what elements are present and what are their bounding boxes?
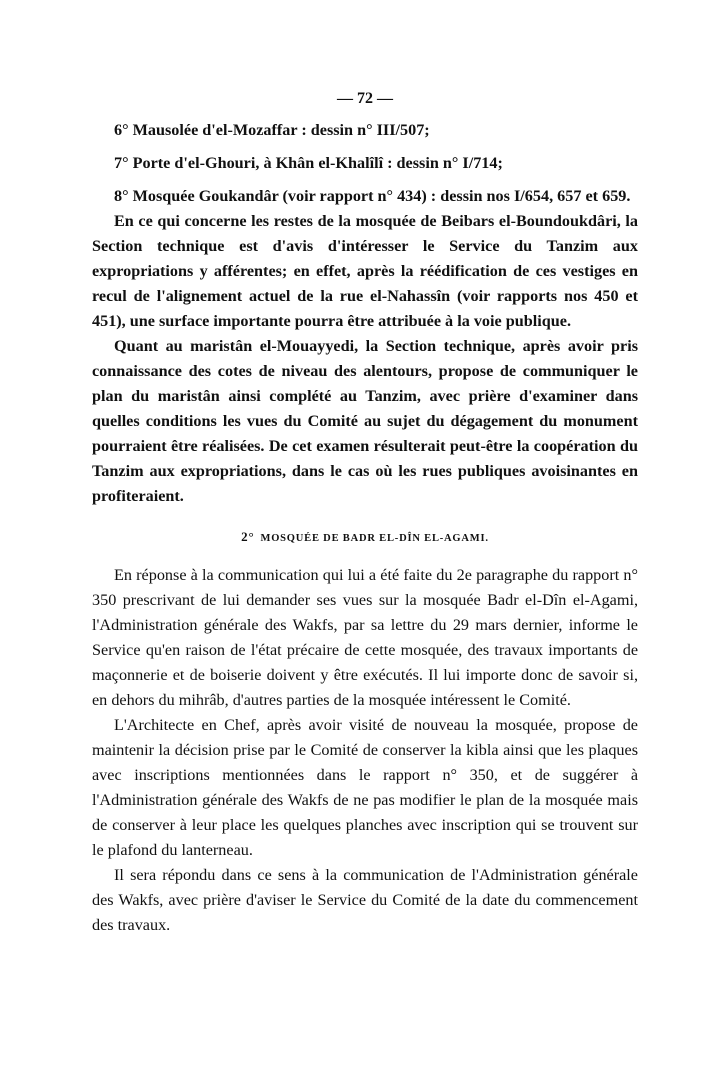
page-number: — 72 —	[337, 90, 393, 107]
section-number: 2°	[241, 529, 255, 544]
paragraph-beibars: En ce qui concerne les restes de la mosquée de Beibars el-Boundoukdâri, la Section technique est d'avis d'intéresser le Service du Tanzim aux expropriations y afférentes; en effet, après la réédification de ces vestiges en recul de l'alignement actuel de la rue el-Nahassîn (voir rapports nos 450 et 451), une surface importante pourra être attribuée à la voie publique.	[92, 212, 638, 330]
section-title: MOSQUÉE DE BADR EL-DÎN EL-AGAMI.	[260, 533, 489, 544]
paragraph-conclusion: Il sera répondu dans ce sens à la communication de l'Administration générale des Wakfs, avec prière d'aviser le Service du Comité de la date du commencement des travaux.	[92, 866, 638, 934]
paragraph-reponse: En réponse à la communication qui lui a été faite du 2e paragraphe du rapport n° 350 prescrivant de lui demander ses vues sur la mosquée Badr el-Dîn el-Agami, l'Administration générale des Wakfs, par sa lettre du 29 mars dernier, informe le Service qu'en raison de l'état précaire de cette mosquée, des travaux importants de maçonnerie et de boiserie doivent y être exécutés. Il lui importe donc de savoir si, en dehors du mihrâb, d'autres parties de la mosquée intéressent le Comité.	[92, 566, 638, 709]
paragraph-maristan: Quant au maristân el-Mouayyedi, la Section technique, après avoir pris connaissance des cotes de niveau des alentours, propose de communiquer le plan du maristân ainsi complété au Tanzim, avec prière d'examiner dans quelles conditions les vues du Comité au sujet du dégagement du monument pourraient être réalisées. De cet examen résulterait peut-être la coopération du Tanzim aux expropriations, dans le cas où les rues publiques avoisinantes en profiteraient.	[92, 337, 638, 505]
paragraph-architecte: L'Architecte en Chef, après avoir visité de nouveau la mosquée, propose de maintenir la décision prise par le Comité de conserver la kibla ainsi que les plaques avec inscriptions mentionnées dans le rapport n° 350, et de suggérer à l'Administration générale des Wakfs de ne pas modifier le plan de la mosquée mais de conserver à leur place les quelques planches avec inscription qui se trouvent sur le plafond du lanterneau.	[92, 716, 638, 859]
section-heading	[92, 527, 638, 549]
document-page	[92, 86, 638, 938]
list-item-porte: 7° Porte d'el-Ghouri, à Khân el-Khalîlî : dessin n° I/714;	[114, 154, 503, 172]
list-item-mausolee: 6° Mausolée d'el-Mozaffar : dessin n° III/507;	[114, 121, 430, 139]
list-item-mosquee-goukandar: 8° Mosquée Goukandâr (voir rapport n° 434) : dessin nos I/654, 657 et 659.	[114, 187, 631, 205]
